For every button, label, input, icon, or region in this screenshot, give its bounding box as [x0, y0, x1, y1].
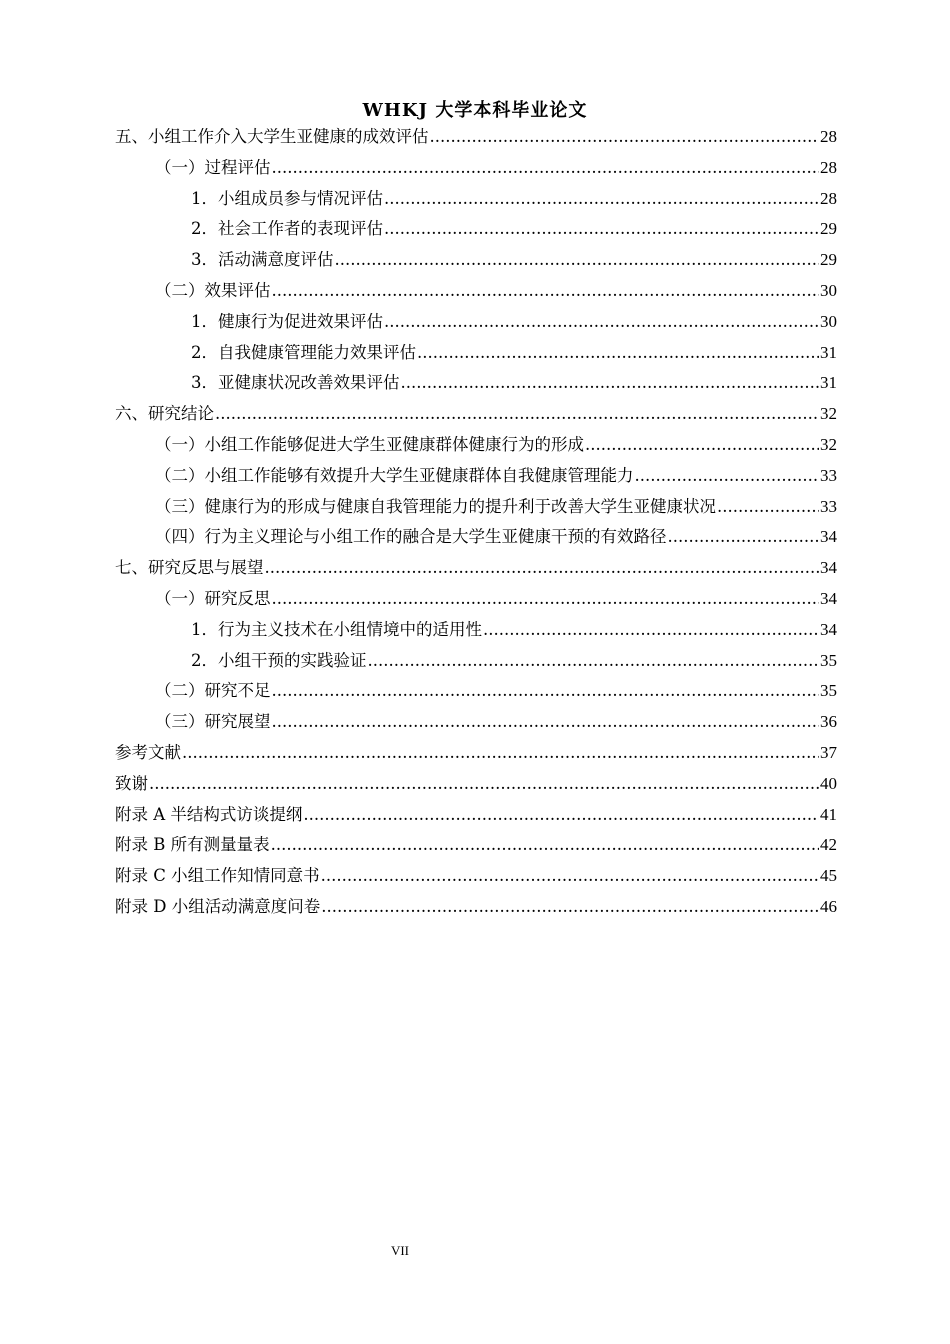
toc-leader-dots — [321, 892, 819, 923]
toc-leader-dots — [368, 646, 820, 677]
toc-entry[interactable] — [115, 461, 837, 492]
toc-entry-page: 34 — [820, 527, 837, 547]
toc-entry-page: 33 — [820, 496, 837, 516]
toc-entry[interactable] — [115, 769, 837, 800]
toc-entry-title: （一）小组工作能够促进大学生亚健康群体健康行为的形成 — [155, 434, 584, 454]
toc-entry[interactable] — [115, 553, 837, 584]
toc-entry-title: 2．小组干预的实践验证 — [191, 650, 367, 670]
toc-entry-title: （一）研究反思 — [155, 588, 271, 608]
toc-entry-title: （二）研究不足 — [155, 681, 271, 701]
toc-leader-dots — [585, 430, 819, 461]
toc-entry[interactable] — [115, 615, 837, 646]
toc-leader-dots — [272, 707, 820, 738]
toc-entry[interactable] — [115, 338, 837, 369]
toc-entry-title: （三）研究展望 — [155, 712, 271, 732]
toc-entry[interactable] — [115, 122, 837, 153]
toc-entry-title: 2．自我健康管理能力效果评估 — [191, 342, 416, 362]
toc-entry[interactable] — [115, 368, 837, 399]
toc-leader-dots — [668, 522, 820, 553]
toc-entry-page: 45 — [820, 866, 837, 886]
toc-entry-title: 五、小组工作介入大学生亚健康的成效评估 — [115, 127, 429, 146]
toc-entry[interactable] — [115, 738, 837, 769]
toc-leader-dots — [272, 676, 820, 707]
toc-entry-title: （二）效果评估 — [155, 280, 271, 300]
toc-leader-dots — [384, 184, 819, 215]
toc-entry-page: 28 — [820, 127, 837, 146]
toc-leader-dots — [272, 153, 820, 184]
toc-leader-dots — [271, 830, 819, 861]
toc-leader-dots — [215, 399, 819, 430]
toc-leader-dots — [303, 800, 819, 831]
toc-entry[interactable] — [115, 430, 837, 461]
page-number: VII — [390, 1243, 410, 1258]
toc-entry-title: 3．亚健康状况改善效果评估 — [191, 373, 400, 393]
toc-leader-dots — [321, 861, 819, 892]
toc-leader-dots — [265, 553, 820, 584]
toc-entry-page: 32 — [820, 434, 837, 454]
toc-entry-page: 29 — [820, 250, 837, 270]
toc-entry[interactable] — [115, 584, 837, 615]
toc-entry[interactable] — [115, 800, 837, 831]
table-of-contents — [115, 122, 837, 923]
toc-entry-page: 28 — [820, 188, 837, 208]
toc-entry-title: 附录 A 半结构式访谈提纲 — [115, 804, 303, 824]
toc-leader-dots — [430, 122, 820, 153]
toc-entry-title: 致谢 — [115, 773, 148, 793]
toc-entry-page: 31 — [820, 373, 837, 393]
toc-entry-page: 33 — [820, 465, 837, 485]
toc-leader-dots — [384, 214, 819, 245]
toc-entry-title: 参考文献 — [115, 742, 181, 762]
toc-entry[interactable] — [115, 646, 837, 677]
toc-leader-dots — [149, 769, 819, 800]
toc-entry-page: 37 — [820, 742, 837, 762]
toc-entry[interactable] — [115, 707, 837, 738]
toc-entry[interactable] — [115, 861, 837, 892]
toc-entry-page: 46 — [820, 896, 837, 916]
toc-entry-title: （三）健康行为的形成与健康自我管理能力的提升利于改善大学生亚健康状况 — [155, 496, 716, 516]
toc-entry[interactable] — [115, 276, 837, 307]
toc-entry-title: 3．活动满意度评估 — [191, 250, 334, 270]
toc-entry-page: 34 — [820, 588, 837, 608]
toc-entry[interactable] — [115, 492, 837, 523]
toc-entry-page: 28 — [820, 157, 837, 177]
toc-entry-title: 附录 B 所有测量量表 — [115, 835, 270, 855]
toc-leader-dots — [635, 461, 820, 492]
toc-entry-title: 七、研究反思与展望 — [115, 558, 264, 578]
toc-entry-page: 34 — [820, 619, 837, 639]
page-header: WHKJ 大学本科毕业论文 — [362, 100, 588, 121]
toc-leader-dots — [384, 307, 819, 338]
toc-leader-dots — [483, 615, 819, 646]
toc-entry-title: 1．小组成员参与情况评估 — [191, 188, 383, 208]
toc-entry-title: （一）过程评估 — [155, 157, 271, 177]
toc-entry[interactable] — [115, 892, 837, 923]
toc-entry-title: 2．社会工作者的表现评估 — [191, 219, 383, 239]
toc-entry-page: 40 — [820, 773, 837, 793]
toc-entry-page: 42 — [820, 835, 837, 855]
toc-leader-dots — [272, 584, 820, 615]
toc-entry-title: 1．行为主义技术在小组情境中的适用性 — [191, 619, 482, 639]
toc-entry-title: 附录 C 小组工作知情同意书 — [115, 866, 320, 886]
toc-entry-title: 1．健康行为促进效果评估 — [191, 311, 383, 331]
toc-entry-title: （二）小组工作能够有效提升大学生亚健康群体自我健康管理能力 — [155, 465, 634, 485]
toc-entry-page: 34 — [820, 558, 837, 578]
toc-leader-dots — [182, 738, 819, 769]
toc-entry[interactable] — [115, 245, 837, 276]
toc-entry-page: 35 — [820, 681, 837, 701]
toc-entry[interactable] — [115, 153, 837, 184]
toc-leader-dots — [272, 276, 820, 307]
toc-entry[interactable] — [115, 522, 837, 553]
toc-entry[interactable] — [115, 307, 837, 338]
toc-entry-title: （四）行为主义理论与小组工作的融合是大学生亚健康干预的有效路径 — [155, 527, 667, 547]
toc-entry-page: 35 — [820, 650, 837, 670]
toc-entry-title: 附录 D 小组活动满意度问卷 — [115, 896, 321, 916]
toc-entry-page: 41 — [820, 804, 837, 824]
toc-entry-page: 31 — [820, 342, 837, 362]
toc-leader-dots — [401, 368, 820, 399]
toc-entry[interactable] — [115, 214, 837, 245]
toc-entry-title: 六、研究结论 — [115, 404, 214, 424]
toc-entry-page: 30 — [820, 280, 837, 300]
toc-leader-dots — [717, 492, 819, 523]
toc-entry[interactable] — [115, 399, 837, 430]
toc-entry-page: 32 — [820, 404, 837, 424]
toc-entry[interactable] — [115, 830, 837, 861]
toc-leader-dots — [335, 245, 820, 276]
toc-entry[interactable] — [115, 184, 837, 215]
toc-entry-page: 29 — [820, 219, 837, 239]
toc-entry-page: 36 — [820, 712, 837, 732]
toc-entry[interactable] — [115, 676, 837, 707]
toc-leader-dots — [417, 338, 819, 369]
toc-entry-page: 30 — [820, 311, 837, 331]
